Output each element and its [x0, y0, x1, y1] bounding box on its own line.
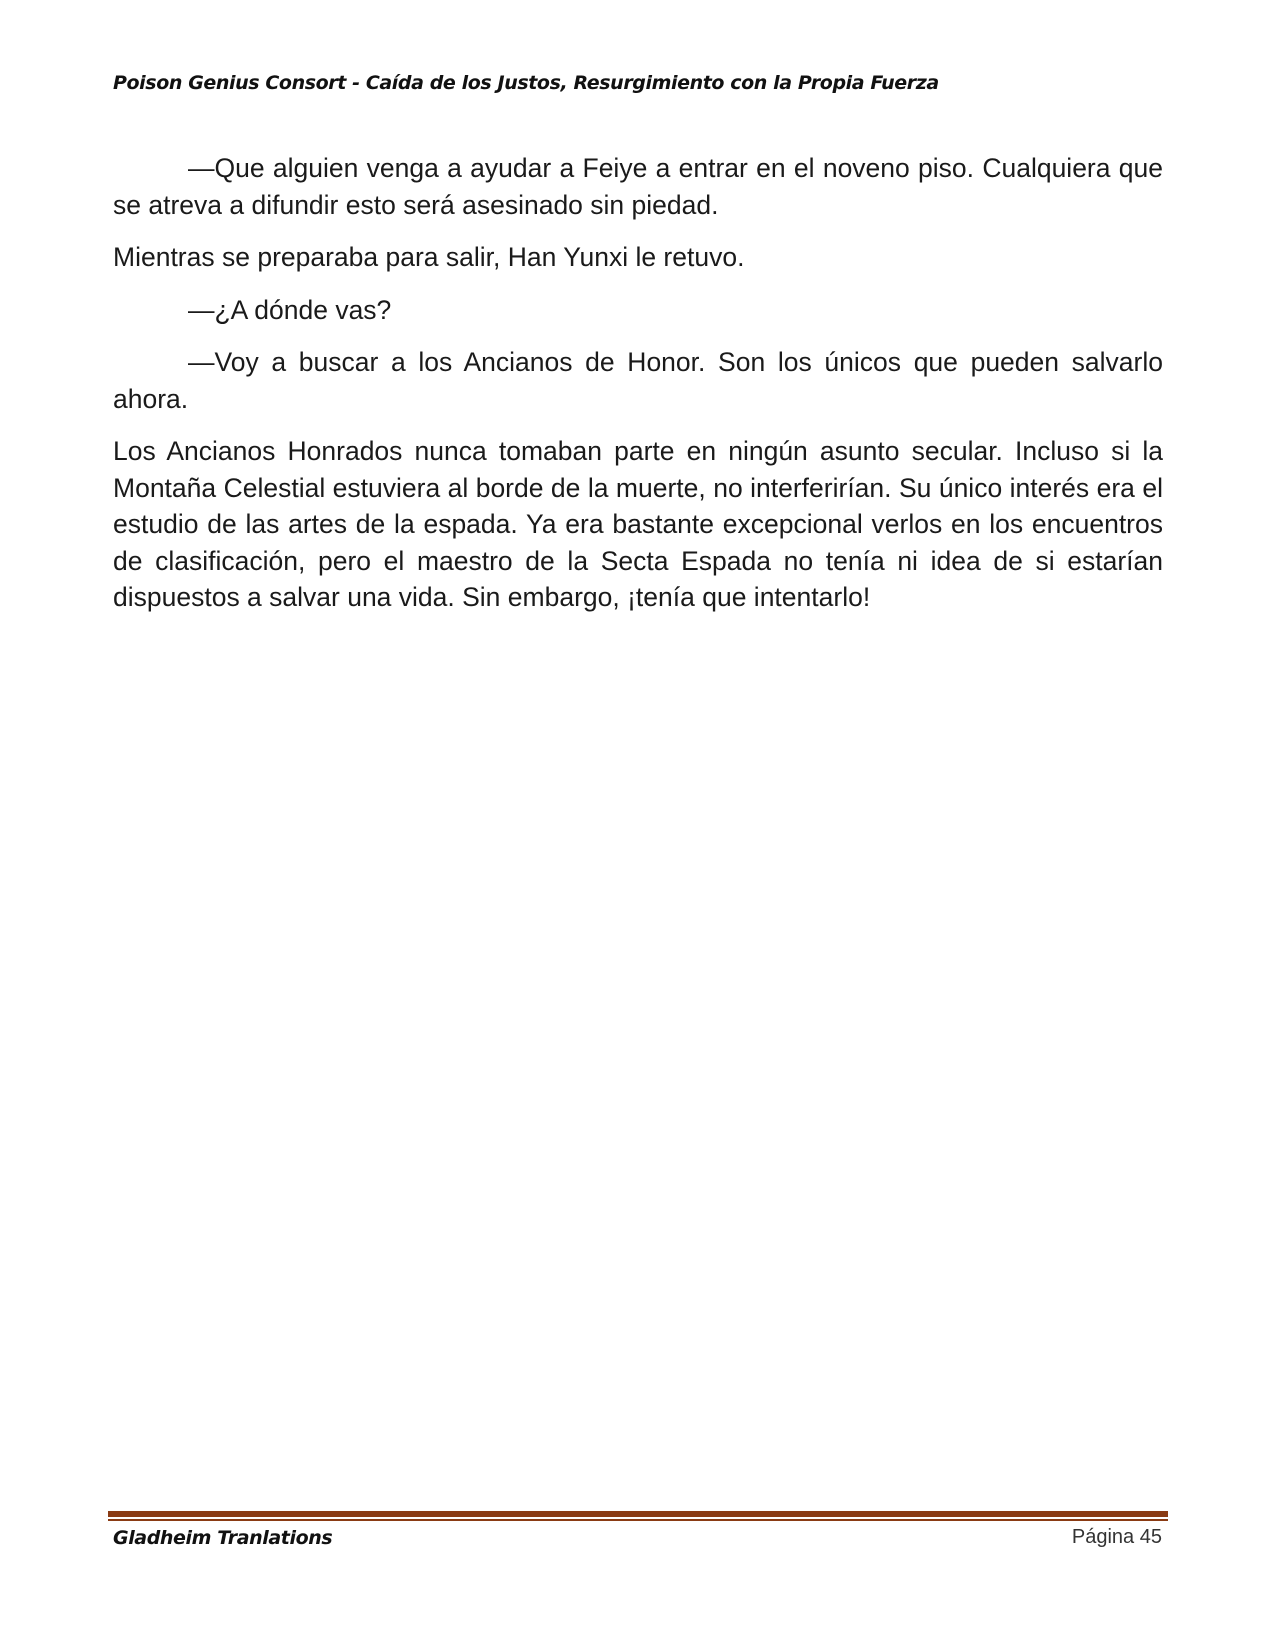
footer-rule-thin: [108, 1519, 1168, 1521]
footer-rule: [108, 1511, 1168, 1517]
paragraph-dialogue-3: —Voy a buscar a los Ancianos de Honor. Son los únicos que pueden salvarlo ahora.: [113, 347, 1163, 414]
paragraph-dialogue-1: —Que alguien venga a ayudar a Feiye a entrar en el noveno piso. Cualquiera que se atreva a difundir esto será asesinado sin piedad.: [113, 153, 1163, 220]
page-number: 45: [1139, 1526, 1162, 1548]
paragraph-dialogue-2: —¿A dónde vas?: [188, 294, 392, 325]
page-header-title: Poison Genius Consort - Caída de los Justos, Resurgimiento con la Propia Fuerza: [113, 72, 939, 94]
footer-page-indicator: [1072, 1526, 1162, 1549]
body-text: [113, 150, 1163, 632]
footer-publisher: Gladheim Tranlations: [113, 1527, 333, 1549]
page-label: Página: [1071, 1526, 1135, 1548]
paragraph-narration-1: Mientras se preparaba para salir, Han Yunxi le retuvo.: [113, 242, 745, 272]
paragraph-narration-2: Los Ancianos Honrados nunca tomaban parte en ningún asunto secular. Incluso si la Montaña Celestial estuviera al borde de la muerte, no interferirían. Su único interés era el estudio de las artes de la espada. Ya era bastante excepcional verlos en los encuentros de clasificación, pero el maestro de la Secta Espada no tenía ni idea de si estarían dispuestos a salvar una vida. Sin embargo, ¡tenía que intentarlo!: [113, 436, 1163, 612]
